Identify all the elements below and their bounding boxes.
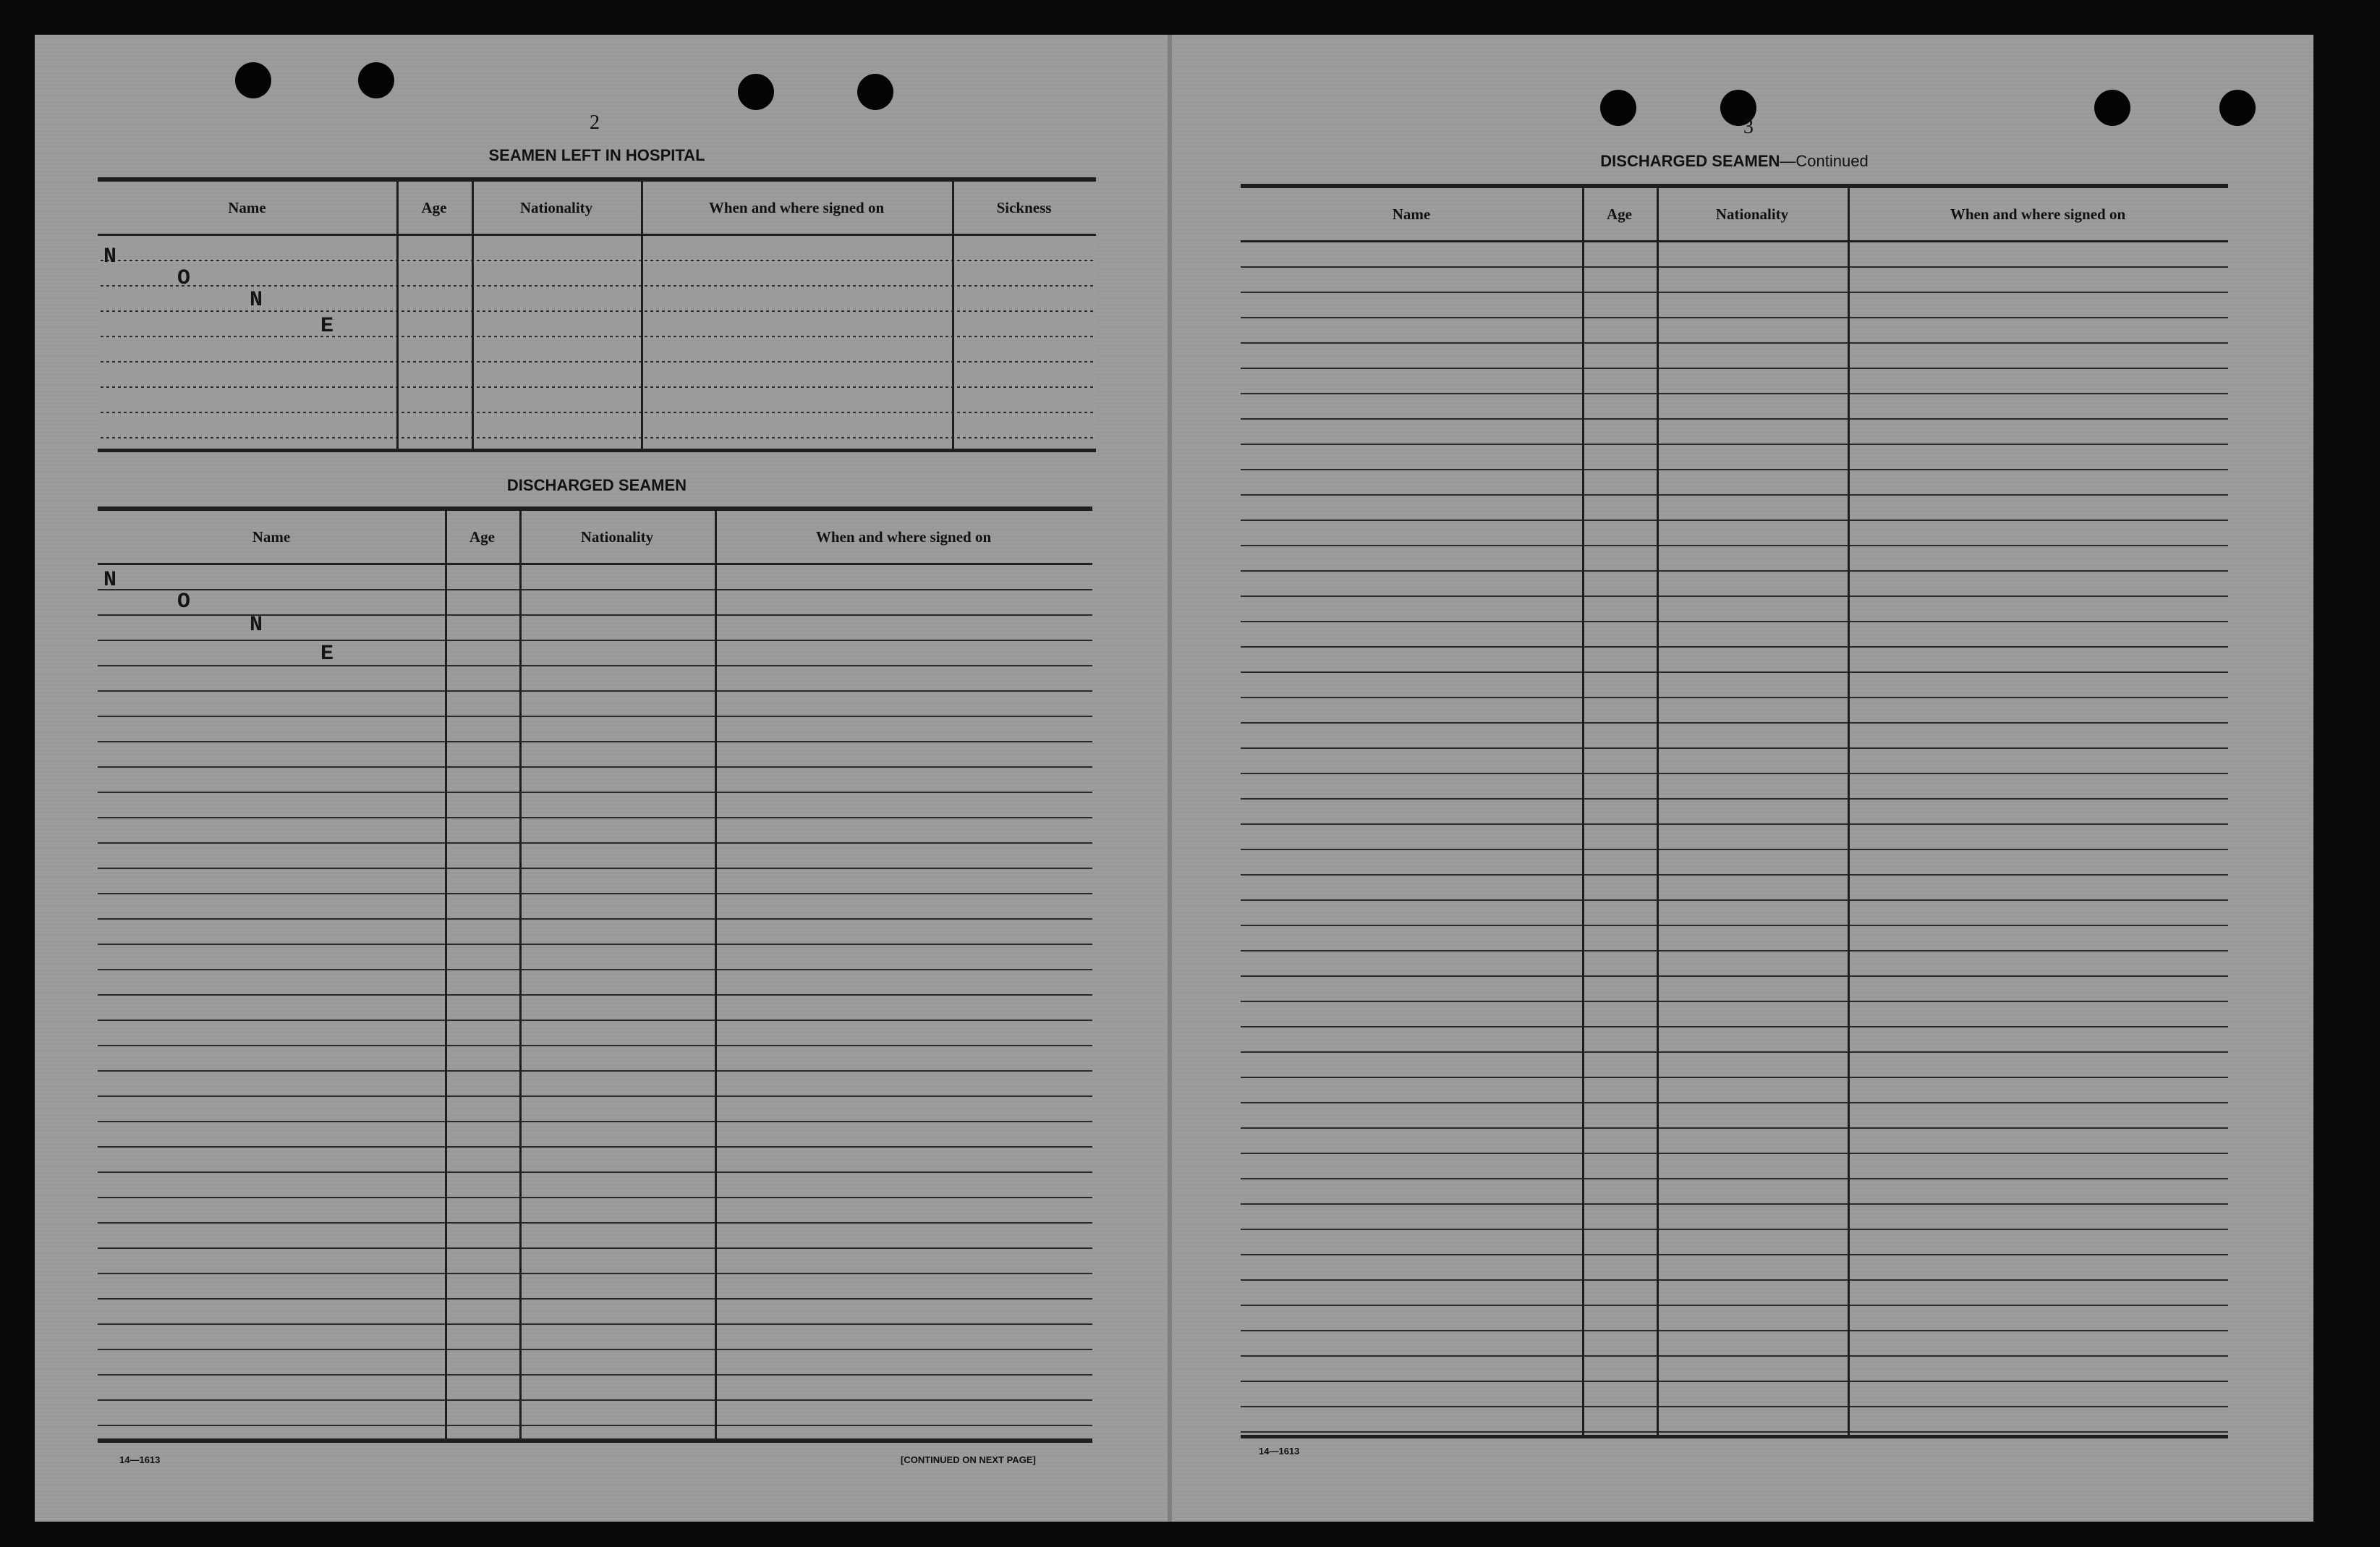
discharged-table-header (98, 511, 1092, 565)
page-seam (1168, 35, 1172, 1522)
col-header-name: Name (228, 198, 266, 216)
column-divider (715, 565, 717, 1438)
column-divider (641, 182, 643, 234)
punch-hole (235, 62, 271, 98)
continued-note: [CONTINUED ON NEXT PAGE] (901, 1454, 1036, 1465)
discharged-section-title: DISCHARGED SEAMEN (506, 476, 687, 494)
discharged-continued-header (1241, 188, 2228, 242)
discharged-continued-rows (1241, 242, 2228, 1435)
col-header-name: Name (252, 527, 291, 546)
hospital-table-rows (98, 236, 1096, 449)
col-header-name: Name (1392, 205, 1431, 223)
col-header-nationality: Nationality (1715, 205, 1789, 223)
col-header-sickness: Sickness (996, 198, 1052, 216)
column-divider (1657, 188, 1659, 240)
column-divider (952, 182, 954, 234)
discharged-table (98, 507, 1092, 1443)
col-header-when-where: When and where signed on (815, 527, 992, 546)
title-continued: —Continued (1780, 152, 1869, 170)
column-divider (1848, 242, 1850, 1435)
punch-hole (2094, 90, 2130, 126)
discharged-continued-title (1241, 152, 2228, 171)
page-number-right: 3 (1743, 116, 1754, 138)
column-divider (641, 236, 643, 449)
typed-entry-letter: N (103, 245, 117, 269)
typed-entry-letter: N (250, 613, 263, 637)
column-divider (519, 565, 522, 1438)
column-divider (519, 511, 522, 563)
typed-entry-letter: N (103, 568, 117, 593)
form-number-right: 14—1613 (1259, 1446, 1300, 1457)
col-header-when-where: When and where signed on (708, 198, 885, 216)
column-divider (445, 565, 447, 1438)
punch-hole (738, 74, 774, 110)
col-header-age: Age (421, 198, 447, 216)
column-divider (396, 182, 399, 234)
typed-entry-letter: O (177, 266, 191, 291)
form-number-left: 14—1613 (119, 1454, 161, 1465)
column-divider (472, 182, 474, 234)
column-divider (396, 236, 399, 449)
page-number-left: 2 (590, 111, 600, 134)
punch-hole (857, 74, 893, 110)
col-header-nationality: Nationality (519, 198, 593, 216)
punch-hole (358, 62, 394, 98)
col-header-age: Age (469, 527, 495, 546)
hospital-table (98, 177, 1096, 452)
column-divider (1848, 188, 1850, 240)
typed-entry-letter: E (320, 642, 334, 666)
hospital-section-title: SEAMEN LEFT IN HOSPITAL (488, 146, 705, 164)
column-divider (1582, 188, 1584, 240)
punch-hole (1600, 90, 1636, 126)
column-divider (445, 511, 447, 563)
column-divider (1582, 242, 1584, 1435)
typed-entry-letter: N (250, 288, 263, 313)
discharged-continued-table (1241, 184, 2228, 1438)
column-divider (472, 236, 474, 449)
hospital-table-header (98, 182, 1096, 236)
typed-entry-letter: E (320, 314, 334, 339)
col-header-nationality: Nationality (580, 527, 654, 546)
column-divider (952, 236, 954, 449)
typed-entry-letter: O (177, 590, 191, 614)
discharged-table-rows (98, 565, 1092, 1438)
punch-hole (2219, 90, 2256, 126)
title-main: DISCHARGED SEAMEN (1600, 152, 1780, 170)
column-divider (1657, 242, 1659, 1435)
col-header-age: Age (1607, 205, 1632, 223)
col-header-when-where: When and where signed on (1950, 205, 2126, 223)
column-divider (715, 511, 717, 563)
